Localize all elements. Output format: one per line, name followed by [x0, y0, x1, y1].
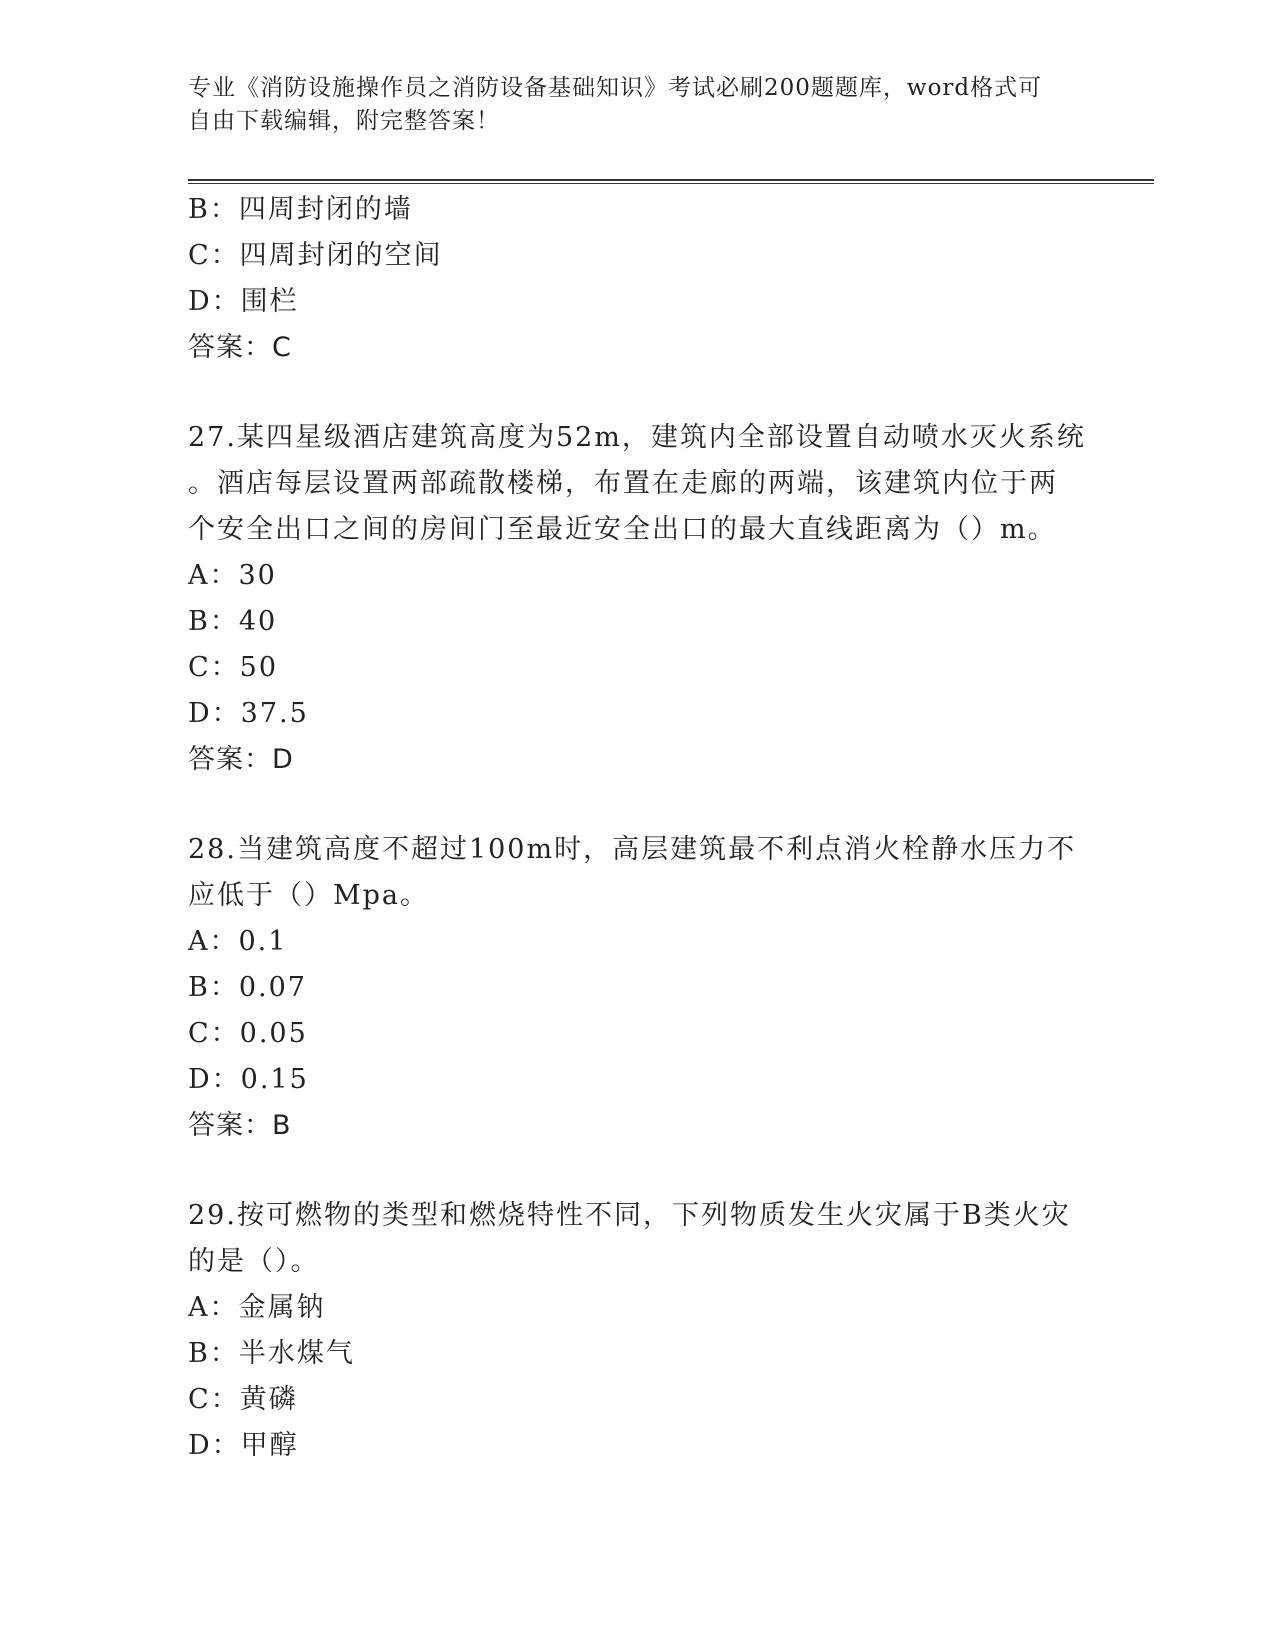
option-b: B：0.07 [188, 972, 307, 1003]
document-header [188, 72, 1068, 138]
option-c: C：50 [188, 652, 279, 683]
stem-line: 。酒店每层设置两部疏散楼梯，布置在走廊的两端，该建筑内位于两 [188, 468, 1058, 499]
option-a: A：金属钠 [188, 1292, 326, 1323]
stem-line: 28.当建筑高度不超过100m时，高层建筑最不利点消火栓静水压力不 [188, 834, 1077, 865]
question-stem [188, 1193, 1071, 1285]
stem-line: 27.某四星级酒店建筑高度为52m，建筑内全部设置自动喷水灭火系统 [188, 422, 1086, 453]
spacer [188, 1149, 1088, 1193]
spacer [188, 371, 1088, 415]
question-27 [188, 415, 1088, 783]
option-a: A：30 [188, 560, 277, 591]
question-stem [188, 827, 1077, 919]
option-d: D：围栏 [188, 286, 299, 317]
answer-line: 答案：D [188, 744, 294, 775]
option-d: D：0.15 [188, 1064, 309, 1095]
question-list [188, 187, 1088, 1469]
answer-line: 答案：B [188, 1110, 292, 1141]
header-line-1: 专业《消防设施操作员之消防设备基础知识》考试必刷200题题库，word格式可 [188, 75, 1043, 101]
option-c: C：四周封闭的空间 [188, 240, 443, 271]
header-line-2: 自由下载编辑，附完整答案！ [188, 108, 500, 134]
stem-line: 的是（）。 [188, 1246, 320, 1277]
option-b: B：40 [188, 606, 278, 637]
question-continued [188, 187, 1088, 371]
header-divider [188, 179, 1154, 184]
stem-line: 应低于（）Mpa。 [188, 880, 430, 911]
option-b: B：四周封闭的墙 [188, 194, 413, 225]
stem-line: 29.按可燃物的类型和燃烧特性不同，下列物质发生火灾属于B类火灾 [188, 1200, 1071, 1231]
stem-line: 个安全出口之间的房间门至最近安全出口的最大直线距离为（）m。 [188, 514, 1057, 545]
option-c: C：黄磷 [188, 1384, 298, 1415]
question-29 [188, 1193, 1088, 1469]
option-c: C：0.05 [188, 1018, 308, 1049]
question-stem [188, 415, 1086, 553]
option-b: B：半水煤气 [188, 1338, 355, 1369]
spacer [188, 783, 1088, 827]
answer-line: 答案：C [188, 332, 292, 363]
option-a: A：0.1 [188, 926, 288, 957]
option-d: D：37.5 [188, 698, 309, 729]
question-28 [188, 827, 1088, 1149]
option-d: D：甲醇 [188, 1430, 299, 1461]
